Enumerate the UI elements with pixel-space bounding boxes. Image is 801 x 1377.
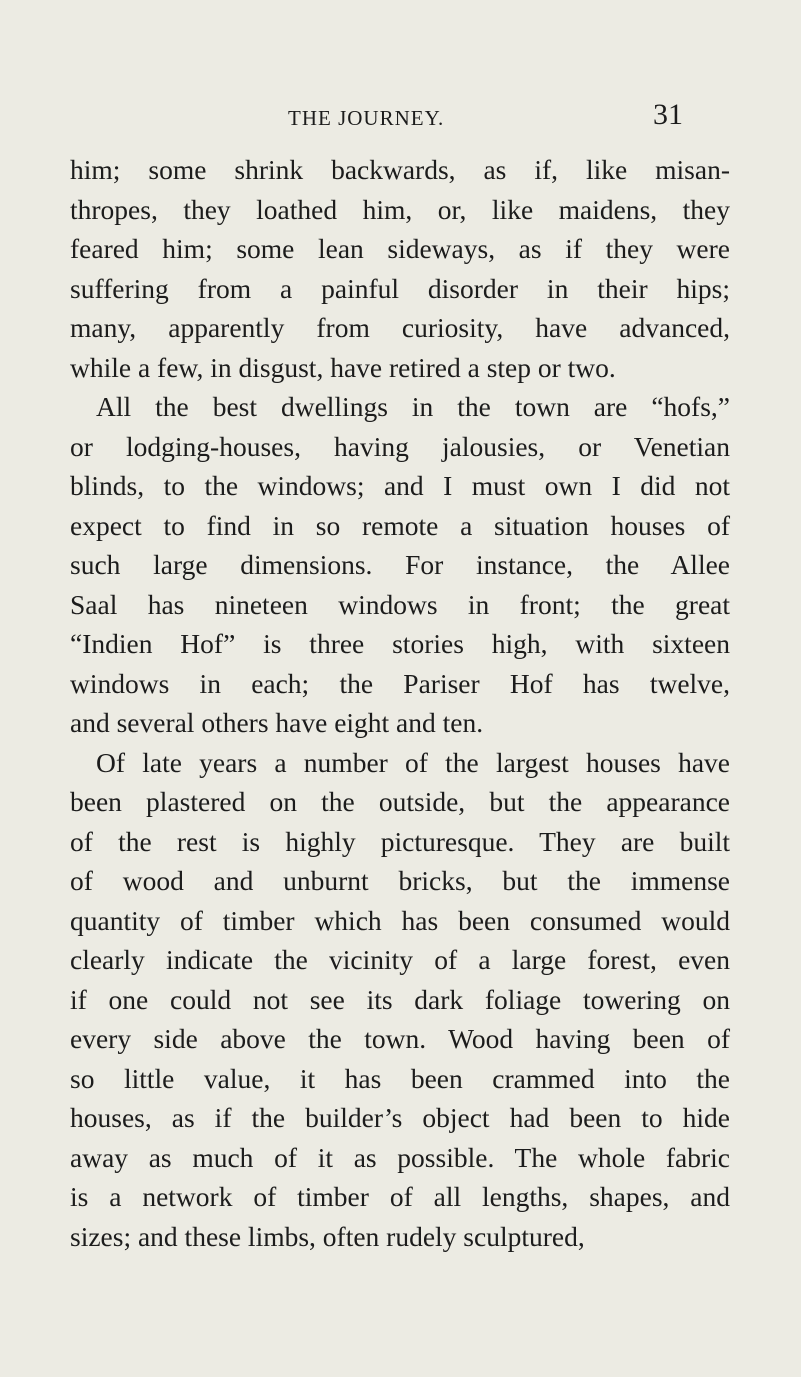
text-line: of wood and unburnt bricks, but the immense: [70, 865, 730, 896]
text-line: away as much of it as possible. The whole fabric: [70, 1141, 730, 1173]
body-text: [70, 150, 730, 1256]
text-line: expect to find in so remote a situation houses of: [70, 509, 730, 541]
text-line: clearly indicate the vicinity of a large forest, even: [70, 944, 730, 975]
text-line: thropes, they loathed him, or, like maidens, they: [70, 193, 730, 225]
page-number: 31: [653, 98, 683, 131]
text-line: while a few, in disgust, have retired a step or two.: [70, 351, 616, 383]
text-line: blinds, to the windows; and I must own I did not: [70, 470, 730, 501]
text-line: every side above the town. Wood having been of: [70, 1023, 730, 1054]
text-line: Saal has nineteen windows in front; the great: [70, 588, 730, 620]
text-line: “Indien Hof” is three stories high, with sixteen: [70, 628, 730, 659]
running-head: [0, 90, 801, 130]
text-line: suffering from a painful disorder in their hips;: [70, 272, 730, 304]
text-line: many, apparently from curiosity, have advanced,: [70, 312, 730, 343]
text-line: is a network of timber of all lengths, shapes, and: [70, 1181, 730, 1212]
text-line: Of late years a number of the largest houses have: [96, 746, 730, 778]
text-line: so little value, it has been crammed into the: [70, 1062, 730, 1094]
paragraph: [70, 743, 730, 1257]
text-line: houses, as if the builder’s object had been to hide: [70, 1102, 730, 1133]
text-line: feared him; some lean sideways, as if they were: [70, 233, 730, 264]
text-line: of the rest is highly picturesque. They are built: [70, 825, 730, 857]
running-title: THE JOURNEY.: [288, 106, 445, 130]
text-line: or lodging-houses, having jalousies, or Venetian: [70, 430, 730, 462]
text-line: if one could not see its dark foliage towering on: [70, 983, 730, 1015]
text-line: quantity of timber which has been consumed would: [70, 904, 730, 936]
text-line: been plastered on the outside, but the appearance: [70, 786, 730, 817]
text-line: windows in each; the Pariser Hof has twelve,: [70, 667, 730, 699]
text-line: such large dimensions. For instance, the Allee: [70, 549, 730, 580]
text-line: and several others have eight and ten.: [70, 707, 484, 738]
paragraph: [70, 387, 730, 743]
paragraph: [70, 150, 730, 387]
text-line: All the best dwellings in the town are “hofs,”: [96, 391, 730, 422]
text-line: him; some shrink backwards, as if, like misan-: [70, 154, 730, 185]
text-line: sizes; and these limbs, often rudely sculptured,: [70, 1220, 585, 1252]
